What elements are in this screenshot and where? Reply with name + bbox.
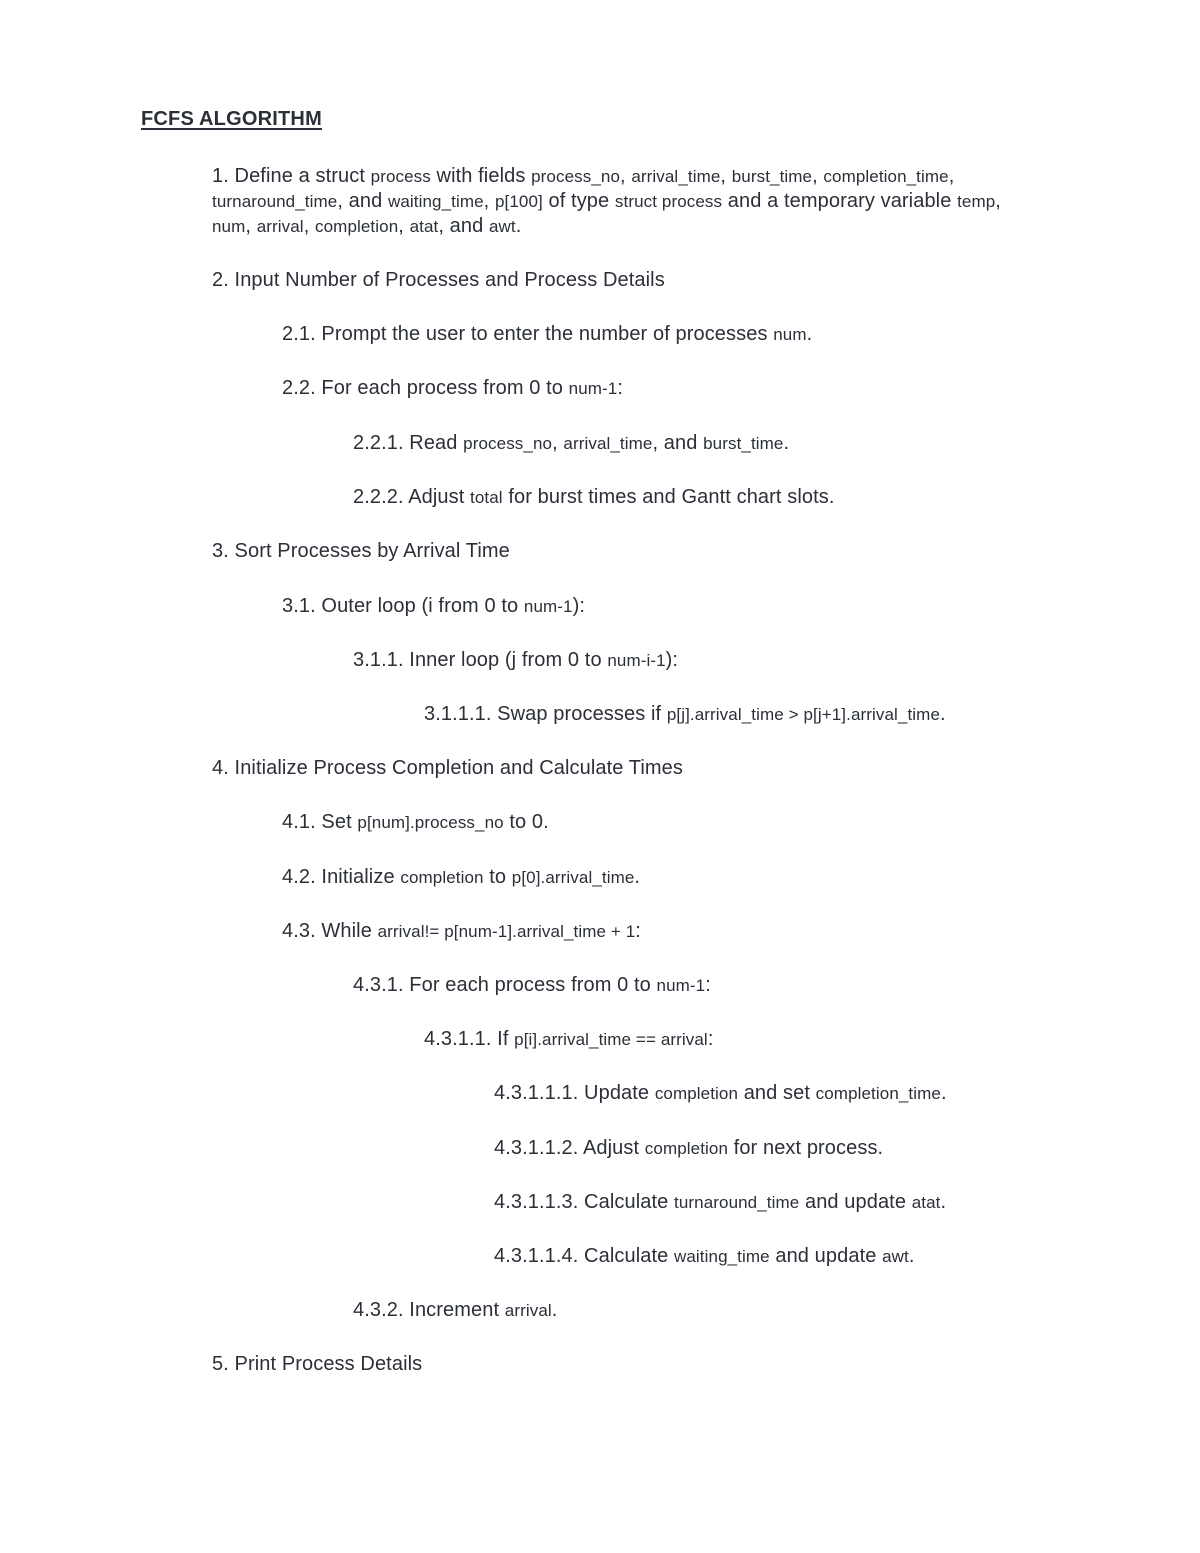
- step-text: .: [940, 1082, 947, 1104]
- step-line: [282, 322, 812, 347]
- step-text: , and: [438, 215, 489, 237]
- step-line: [494, 1190, 946, 1215]
- step-text: ):: [572, 595, 586, 617]
- step-line: [212, 539, 510, 564]
- step-text: ,: [720, 165, 732, 187]
- step-text: .: [940, 703, 946, 725]
- step-line: [282, 865, 640, 890]
- code-term: arrival_time: [631, 167, 721, 186]
- step-text: ,: [552, 432, 564, 454]
- step-text: 2.1. Prompt the user to enter the number of processes: [282, 323, 774, 345]
- step-text: .: [551, 1299, 558, 1321]
- step-line: [212, 756, 683, 781]
- code-term: num-1: [656, 976, 706, 995]
- step-text: 3.1.1.1. Swap processes if: [424, 703, 667, 725]
- step-line: [212, 268, 665, 293]
- step-text: .: [515, 215, 522, 237]
- step-line: [282, 594, 585, 619]
- step-text: ,: [812, 165, 824, 187]
- code-term: p[0].arrival_time: [511, 868, 635, 887]
- code-term: num: [212, 217, 246, 236]
- step-text: ,: [483, 190, 495, 212]
- code-term: process: [370, 167, 431, 186]
- step-line: [494, 1136, 883, 1161]
- step-text: ,: [948, 165, 955, 187]
- code-term: completion: [315, 217, 399, 236]
- code-term: temp: [957, 192, 996, 211]
- step-text: and update: [769, 1245, 883, 1267]
- step-text: ,: [398, 215, 410, 237]
- step-text: 3.1.1. Inner loop (j from 0 to: [353, 649, 608, 671]
- step-text: and a temporary variable: [722, 190, 958, 212]
- step-line: [424, 1027, 713, 1052]
- code-term: p[100]: [494, 192, 543, 211]
- code-term: num-1: [568, 379, 618, 398]
- step-text: 3. Sort Processes by Arrival Time: [212, 540, 510, 562]
- code-term: total: [470, 488, 503, 507]
- step-line: [353, 1298, 557, 1323]
- code-term: atat: [911, 1193, 941, 1212]
- step-text: 4.3.1. For each process from 0 to: [353, 974, 657, 996]
- step-line: [282, 376, 623, 401]
- step-text: 4.3.1.1.4. Calculate: [494, 1245, 674, 1267]
- step-line: [424, 702, 946, 727]
- step-text: ,: [245, 215, 257, 237]
- step-line: [353, 431, 789, 456]
- step-text: to 0.: [503, 811, 549, 833]
- step-text: .: [806, 323, 813, 345]
- step-text: :: [707, 1028, 714, 1050]
- code-term: num-1: [523, 597, 573, 616]
- step-text: ,: [620, 165, 632, 187]
- step-text: for next process.: [728, 1137, 884, 1159]
- step-text: 4.3.1.1.2. Adjust: [494, 1137, 645, 1159]
- step-text: 4.3.2. Increment: [353, 1299, 505, 1321]
- step-text: 2.2.1. Read: [353, 432, 464, 454]
- step-text: :: [635, 920, 641, 942]
- code-term: arrival!= p[num-1].arrival_time + 1: [377, 922, 636, 941]
- step-text: , and: [337, 190, 388, 212]
- step-text: 4.3. While: [282, 920, 378, 942]
- step-1-paragraph: [212, 164, 1032, 239]
- step-text: 4.2. Initialize: [282, 866, 401, 888]
- code-term: p[j].arrival_time > p[j+1].arrival_time: [666, 705, 940, 724]
- step-text: 2. Input Number of Processes and Process Details: [212, 269, 665, 291]
- step-line: [494, 1244, 915, 1269]
- step-text: .: [783, 432, 790, 454]
- step-text: 4.3.1.1.1. Update: [494, 1082, 655, 1104]
- document-title: FCFS ALGORITHM: [141, 108, 322, 130]
- step-text: 1. Define a struct: [212, 165, 371, 187]
- code-term: num-i-1: [607, 651, 666, 670]
- code-term: arrival_time: [563, 434, 653, 453]
- step-text: of type: [542, 190, 615, 212]
- step-line: [353, 485, 835, 510]
- step-text: 4.3.1.1.3. Calculate: [494, 1191, 674, 1213]
- step-line: [353, 648, 678, 673]
- step-line: [282, 810, 549, 835]
- code-term: completion: [654, 1084, 739, 1103]
- code-term: arrival: [504, 1301, 552, 1320]
- code-term: awt: [882, 1247, 909, 1266]
- step-text: ,: [303, 215, 316, 237]
- code-term: completion: [400, 868, 484, 887]
- step-text: .: [908, 1245, 915, 1267]
- step-text: , and: [652, 432, 704, 454]
- step-text: 2.2. For each process from 0 to: [282, 377, 569, 399]
- code-term: waiting_time: [674, 1247, 770, 1266]
- code-term: process_no: [531, 167, 620, 186]
- code-term: completion_time: [823, 167, 949, 186]
- step-line: [212, 1352, 422, 1377]
- step-text: ,: [995, 190, 1001, 212]
- step-line: [353, 973, 711, 998]
- step-text: for burst times and Gantt chart slots.: [502, 486, 835, 508]
- step-text: and update: [799, 1191, 912, 1213]
- step-text: with fields: [430, 165, 532, 187]
- step-text: 3.1. Outer loop (i from 0 to: [282, 595, 524, 617]
- code-term: burst_time: [703, 434, 784, 453]
- step-line: [282, 919, 641, 944]
- code-term: burst_time: [731, 167, 813, 186]
- code-term: turnaround_time: [212, 192, 338, 211]
- step-text: ):: [665, 649, 679, 671]
- code-term: process_no: [463, 434, 553, 453]
- code-term: p[i].arrival_time == arrival: [514, 1030, 708, 1049]
- step-text: to: [483, 866, 512, 888]
- code-term: waiting_time: [387, 192, 484, 211]
- step-line: [494, 1081, 947, 1106]
- step-text: .: [940, 1191, 947, 1213]
- step-text: :: [617, 377, 624, 399]
- step-text: 4. Initialize Process Completion and Calculate Times: [212, 757, 683, 779]
- code-term: p[num].process_no: [357, 813, 504, 832]
- step-text: 4.3.1.1. If: [424, 1028, 515, 1050]
- code-term: atat: [409, 217, 439, 236]
- step-text: .: [634, 866, 641, 888]
- code-term: num: [773, 325, 807, 344]
- step-text: 5. Print Process Details: [212, 1353, 423, 1375]
- step-text: 2.2.2. Adjust: [353, 486, 471, 508]
- code-term: turnaround_time: [674, 1193, 800, 1212]
- code-term: completion_time: [815, 1084, 941, 1103]
- code-term: arrival: [256, 217, 304, 236]
- step-text: 4.1. Set: [282, 811, 358, 833]
- code-term: completion: [644, 1139, 729, 1158]
- step-text: and set: [738, 1082, 816, 1104]
- code-term: struct process: [614, 192, 723, 211]
- code-term: awt: [488, 217, 516, 236]
- step-text: :: [705, 974, 711, 996]
